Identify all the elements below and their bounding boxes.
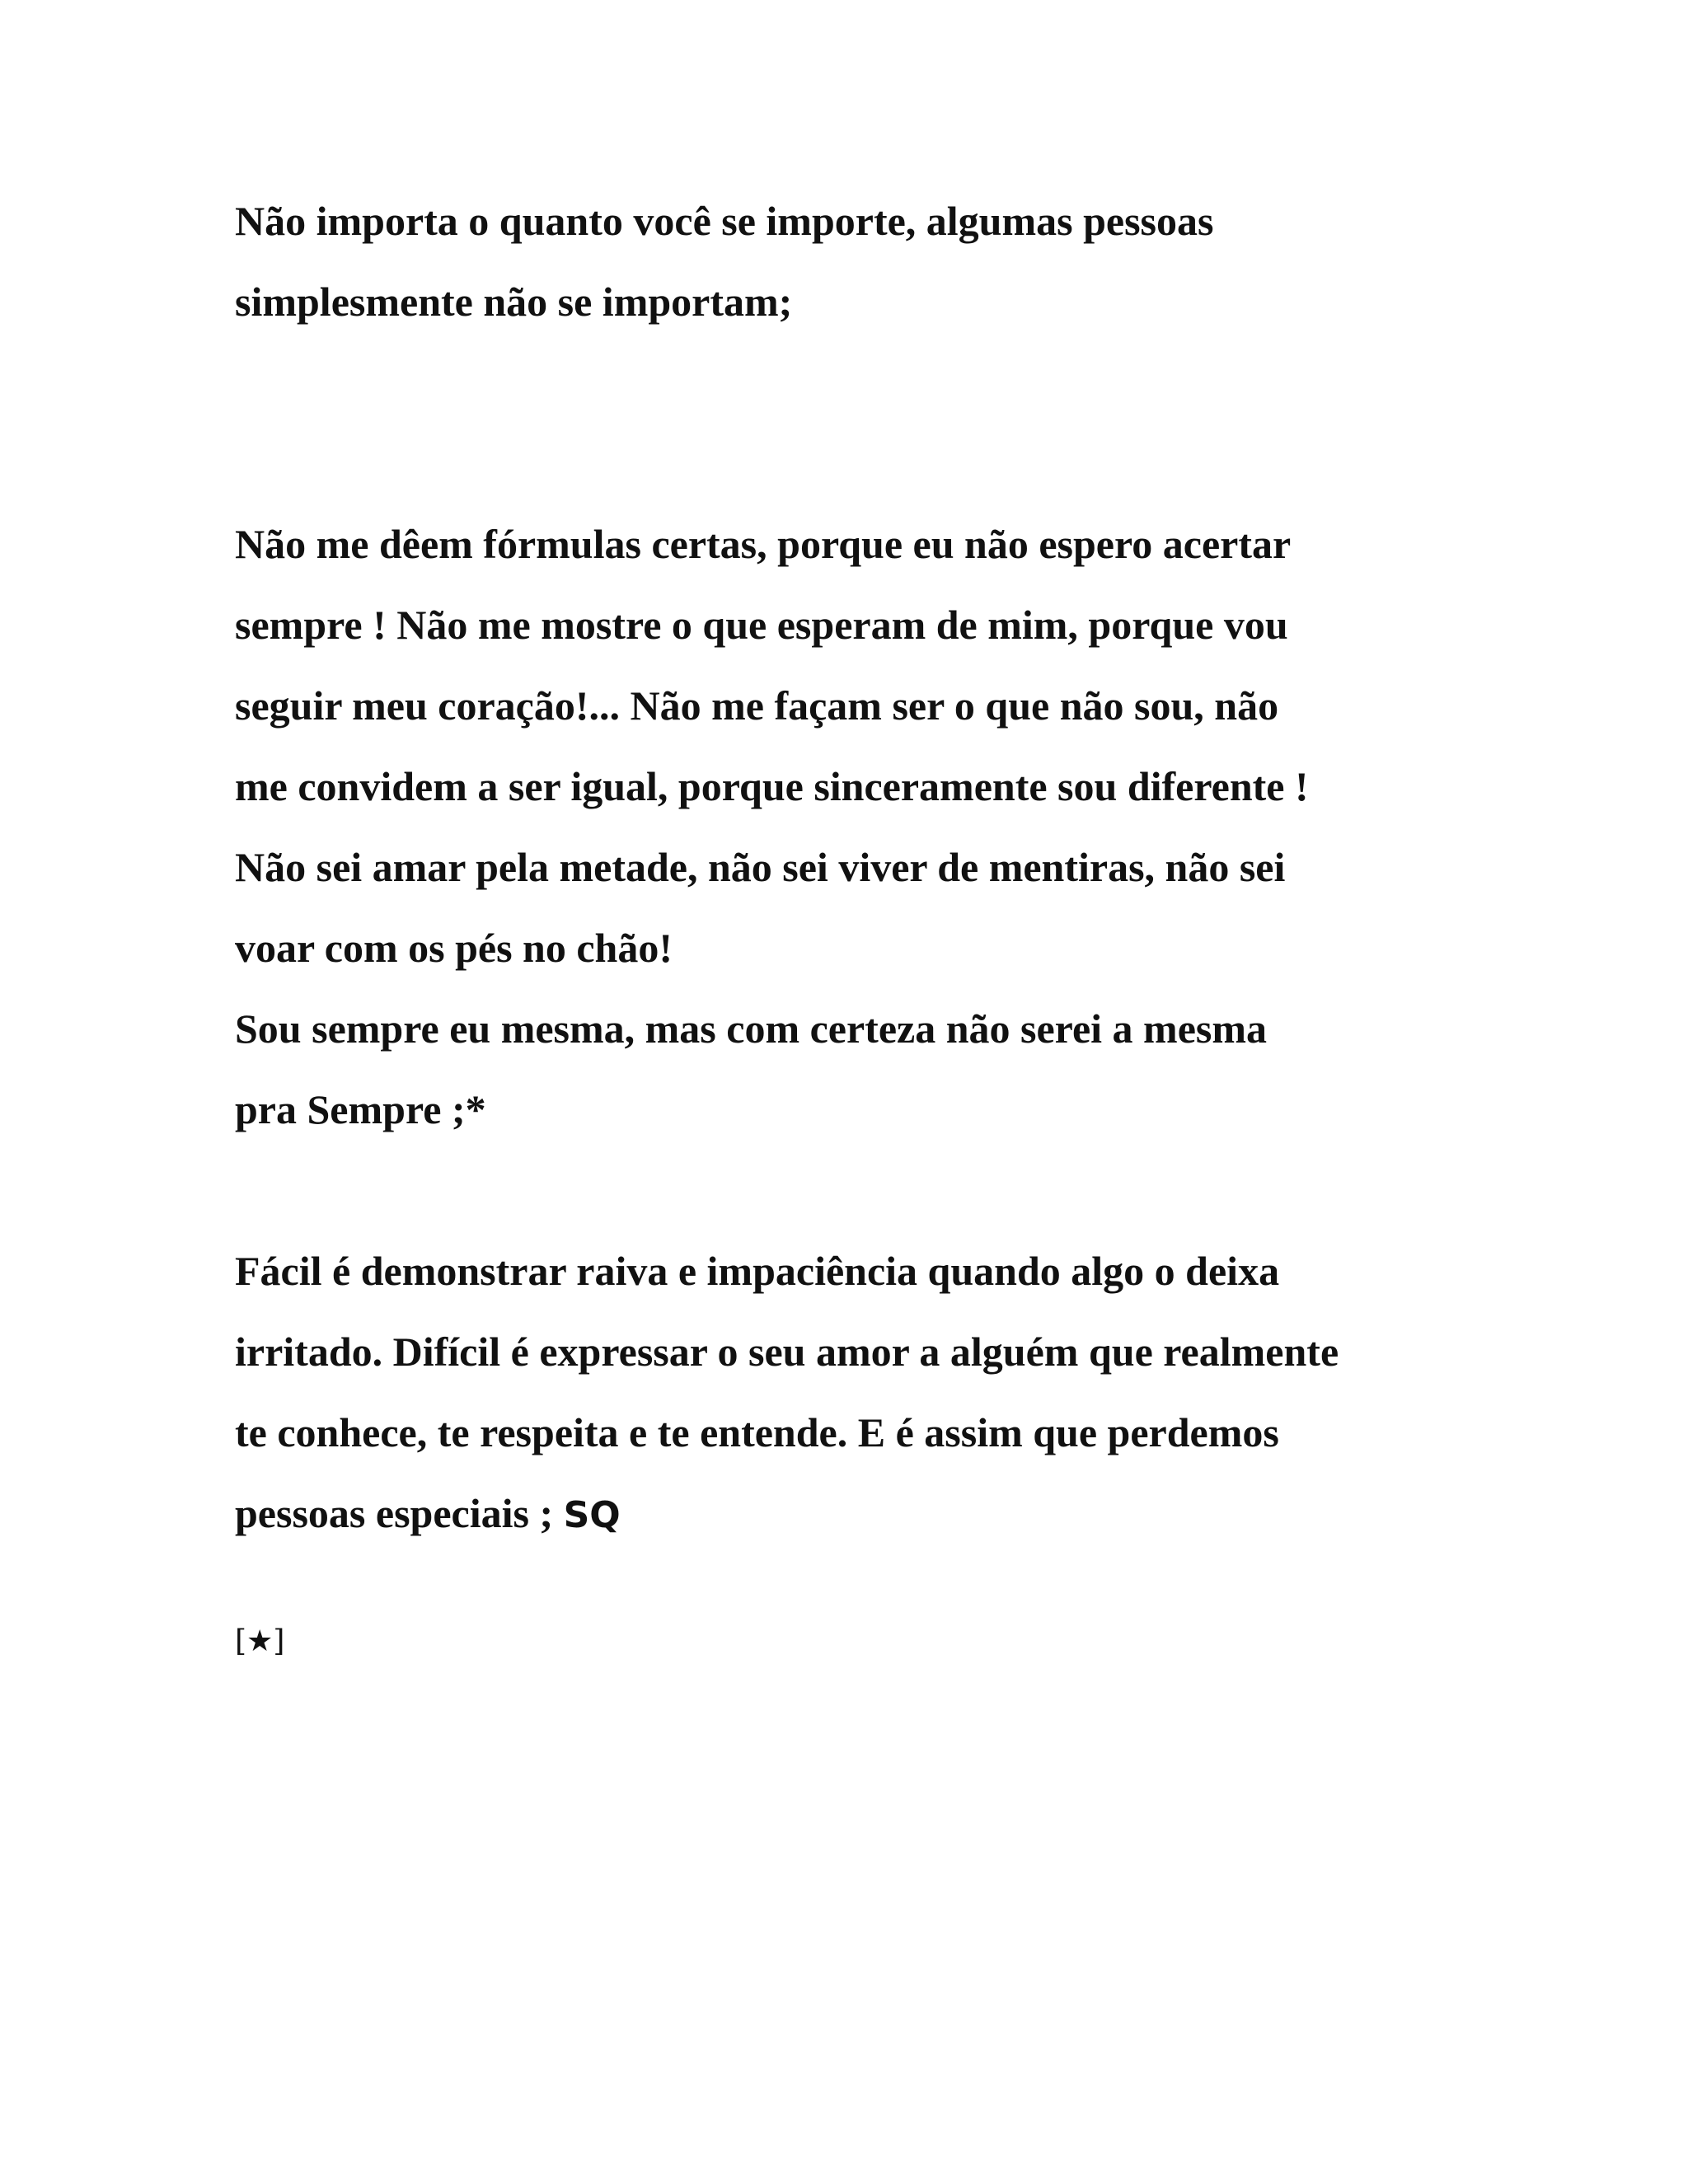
- paragraph-3-line-1: Fácil é demonstrar raiva e impaciência quando algo o deixa: [235, 1248, 1280, 1294]
- paragraph-3-line-2: irritado. Difícil é expressar o seu amor a alguém que realmente: [235, 1329, 1339, 1375]
- paragraph-3-line-4-text: pessoas especiais ;: [235, 1490, 554, 1536]
- paragraph-2-line-3: seguir meu coração!... Não me façam ser o que não sou, não: [235, 682, 1279, 729]
- paragraph-3-line-4: [235, 1488, 621, 1540]
- paragraph-2-line-6: voar com os pés no chão!: [235, 925, 673, 971]
- paragraph-2-line-1: Não me dêem fórmulas certas, porque eu não espero acertar: [235, 521, 1292, 567]
- paragraph-2-line-4: me convidem a ser igual, porque sinceramente sou diferente !: [235, 763, 1309, 809]
- paragraph-2-line-7: Sou sempre eu mesma, mas com certeza não serei a mesma: [235, 1005, 1268, 1052]
- paragraph-2-line-2: sempre ! Não me mostre o que esperam de mim, porque vou: [235, 602, 1288, 648]
- paragraph-1-line-1: Não importa o quanto você se importe, algumas pessoas: [235, 198, 1214, 244]
- paragraph-1-line-2: simplesmente não se importam;: [235, 279, 793, 325]
- signature: SQ: [563, 1494, 621, 1536]
- paragraph-3-line-3: te conhece, te respeita e te entende. E é assim que perdemos: [235, 1409, 1279, 1455]
- paragraph-2-line-8: pra Sempre ;*: [235, 1086, 486, 1132]
- paragraph-2-line-5: Não sei amar pela metade, não sei viver de mentiras, não sei: [235, 844, 1286, 890]
- closing-star-mark: [★]: [235, 1624, 285, 1658]
